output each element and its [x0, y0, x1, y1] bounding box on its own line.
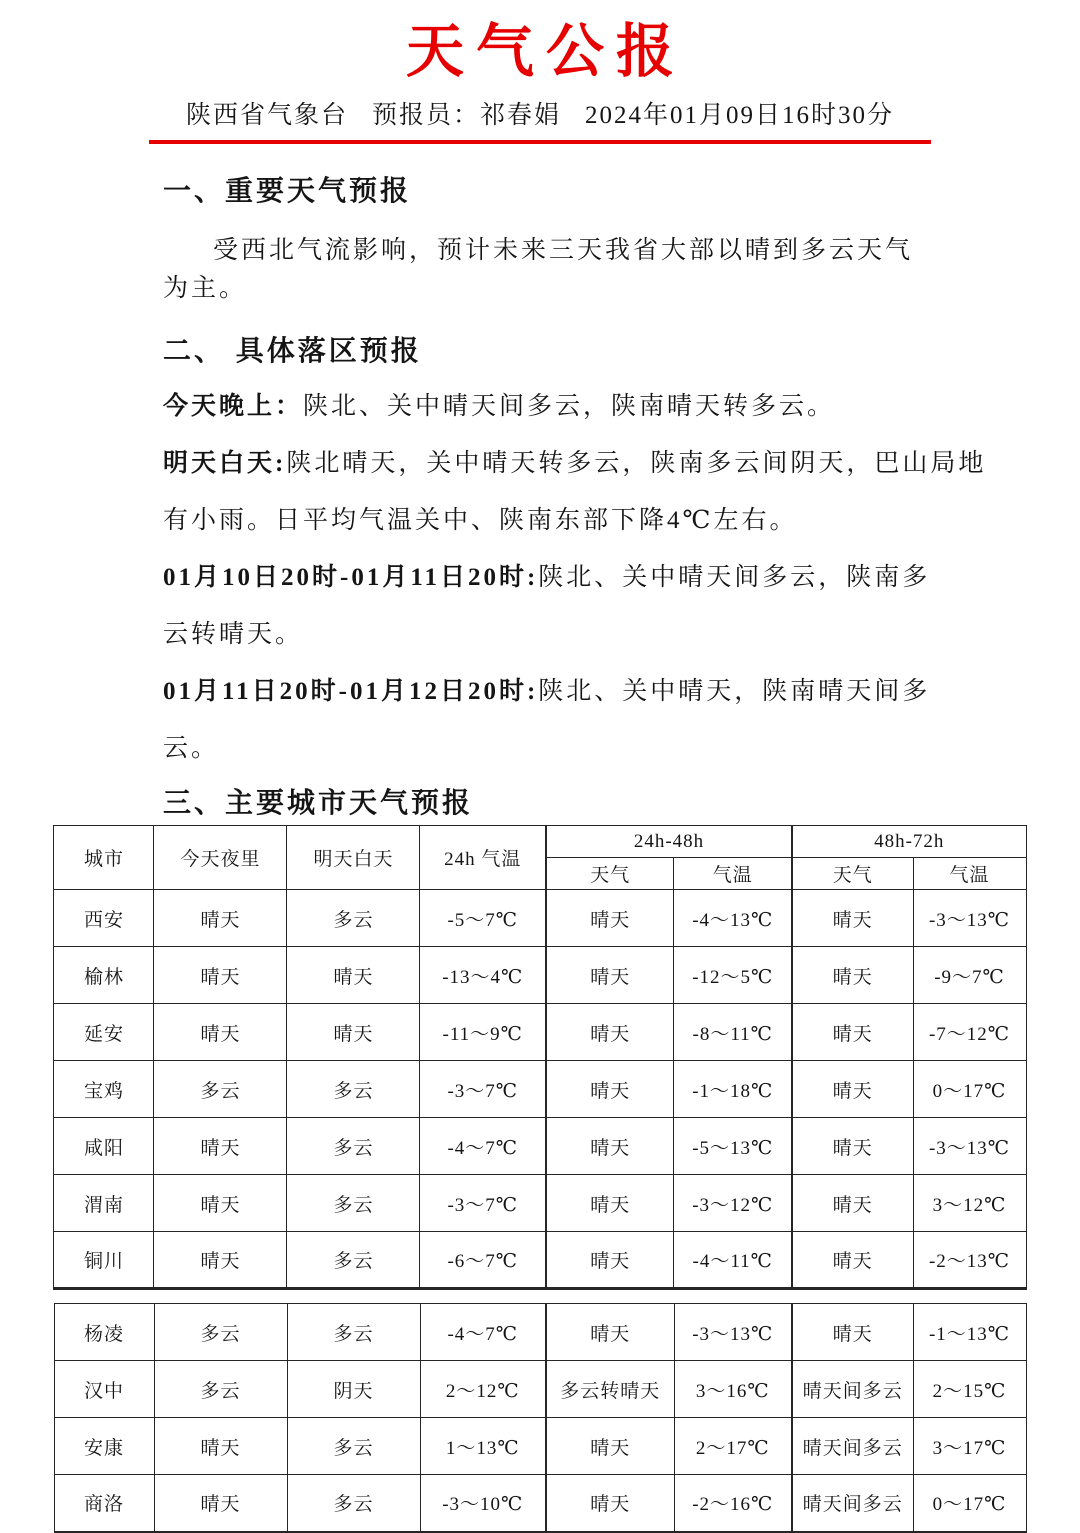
cell-tomorrow: 晴天 — [287, 1004, 420, 1061]
paragraph-text: 陕北、关中晴天间多云，陕南晴天转多云。 — [303, 393, 836, 420]
cell-tomorrow: 阴天 — [287, 1361, 420, 1418]
table-row — [54, 1232, 1026, 1289]
forecast-paragraph-tomorrow — [163, 435, 987, 549]
cell-w4872: 晴天 — [792, 1061, 913, 1118]
cell-w2448: 晴天 — [546, 1418, 674, 1475]
cell-w2448: 晴天 — [546, 1304, 674, 1361]
cell-t2448: -1～18℃ — [674, 1061, 792, 1118]
cell-tomorrow: 多云 — [287, 1475, 420, 1532]
col-header-tomorrow: 明天白天 — [287, 826, 420, 890]
cell-t4872: -9～7℃ — [913, 947, 1026, 1004]
table-row — [54, 1418, 1026, 1475]
cell-w4872: 晴天 — [792, 1004, 913, 1061]
cell-city: 商洛 — [54, 1475, 154, 1532]
cell-city: 汉中 — [54, 1361, 154, 1418]
cell-city: 安康 — [54, 1418, 154, 1475]
cell-temp24: 1～13℃ — [420, 1418, 546, 1475]
cell-temp24: -5～7℃ — [420, 890, 546, 947]
table-header-row-1 — [54, 826, 1026, 858]
cell-tomorrow: 多云 — [287, 1118, 420, 1175]
cell-temp24: -3～7℃ — [420, 1175, 546, 1232]
cell-t4872: -7～12℃ — [913, 1004, 1026, 1061]
cell-temp24: -4～7℃ — [420, 1118, 546, 1175]
cell-w4872: 晴天 — [792, 890, 913, 947]
forecast-paragraph-tonight — [163, 378, 940, 435]
col-header-24h-48h: 24h-48h — [546, 826, 792, 858]
cell-t4872: 0～17℃ — [913, 1061, 1026, 1118]
forecaster-name: 预报员：祁春娟 — [371, 102, 561, 129]
cell-t4872: 0～17℃ — [913, 1475, 1026, 1532]
section-2-body — [163, 378, 987, 777]
col-header-temp24: 24h 气温 — [420, 826, 546, 890]
city-forecast-table-part2 — [54, 1303, 1027, 1533]
cell-w2448: 晴天 — [546, 1475, 674, 1532]
col-header-temp-2448: 气温 — [674, 858, 792, 890]
cell-city: 宝鸡 — [54, 1061, 154, 1118]
page-title: 天气公报 — [405, 19, 686, 84]
cell-city: 延安 — [54, 1004, 154, 1061]
table-row — [54, 1304, 1026, 1361]
cell-city: 西安 — [54, 890, 154, 947]
section-1-heading: 一、重要天气预报 — [163, 175, 412, 206]
cell-tonight: 晴天 — [154, 1418, 287, 1475]
cell-t2448: -5～13℃ — [674, 1118, 792, 1175]
cell-t4872: -3～13℃ — [913, 890, 1026, 947]
cell-tonight: 晴天 — [154, 947, 287, 1004]
issuing-agency: 陕西省气象台 — [185, 102, 348, 129]
col-header-city: 城市 — [54, 826, 154, 890]
paragraph-text: 陕北、关中晴天，陕南晴天间多 — [538, 678, 931, 705]
cell-tomorrow: 多云 — [287, 1418, 420, 1475]
cell-w4872: 晴天间多云 — [792, 1361, 913, 1418]
table-row — [54, 947, 1026, 1004]
col-header-temp-4872: 气温 — [913, 858, 1026, 890]
cell-t2448: -3～13℃ — [674, 1304, 792, 1361]
forecast-paragraph-day2 — [163, 549, 940, 663]
cell-w4872: 晴天间多云 — [792, 1418, 913, 1475]
cell-tonight: 晴天 — [154, 1475, 287, 1532]
cell-tomorrow: 多云 — [287, 890, 420, 947]
cell-w4872: 晴天 — [792, 1304, 913, 1361]
cell-city: 杨凌 — [54, 1304, 154, 1361]
cell-t2448: 3～16℃ — [674, 1361, 792, 1418]
cell-city: 渭南 — [54, 1175, 154, 1232]
cell-w2448: 晴天 — [546, 1118, 674, 1175]
forecast-paragraph-day3 — [163, 663, 940, 777]
col-header-weather-2448: 天气 — [546, 858, 674, 890]
table-row — [54, 1175, 1026, 1232]
cell-tonight: 多云 — [154, 1061, 287, 1118]
cell-w4872: 晴天 — [792, 947, 913, 1004]
section-1-paragraph: 受西北气流影响，预计未来三天我省大部以晴到多云天气为主。 — [163, 237, 914, 302]
paragraph-text: 云转晴天。 — [163, 621, 304, 648]
cell-t2448: -2～16℃ — [674, 1475, 792, 1532]
paragraph-prefix: 01月10日20时-01月11日20时: — [163, 564, 539, 591]
issue-datetime: 2024年01月09日16时30分 — [585, 102, 895, 129]
cell-tonight: 晴天 — [154, 1004, 287, 1061]
cell-city: 铜川 — [54, 1232, 154, 1289]
cell-t4872: -1～13℃ — [913, 1304, 1026, 1361]
paragraph-text: 陕北晴天，关中晴天转多云，陕南多云间阴天，巴山局地 — [286, 450, 987, 477]
cell-w4872: 晴天 — [792, 1175, 913, 1232]
cell-t4872: 3～12℃ — [913, 1175, 1026, 1232]
cell-t4872: 2～15℃ — [913, 1361, 1026, 1418]
cell-t2448: -8～11℃ — [674, 1004, 792, 1061]
cell-tomorrow: 多云 — [287, 1061, 420, 1118]
paragraph-text: 有小雨。日平均气温关中、陕南东部下降4℃左右。 — [163, 507, 798, 534]
cell-t2448: -4～13℃ — [674, 890, 792, 947]
cell-temp24: -3～10℃ — [420, 1475, 546, 1532]
cell-tonight: 多云 — [154, 1361, 287, 1418]
table-row — [54, 890, 1026, 947]
cell-tonight: 多云 — [154, 1304, 287, 1361]
cell-t2448: -4～11℃ — [674, 1232, 792, 1289]
cell-tonight: 晴天 — [154, 1118, 287, 1175]
cell-temp24: -3～7℃ — [420, 1061, 546, 1118]
city-forecast-table-part1 — [53, 825, 1026, 1290]
cell-t2448: -3～12℃ — [674, 1175, 792, 1232]
cell-tomorrow: 多云 — [287, 1304, 420, 1361]
table-row — [54, 1118, 1026, 1175]
cell-w2448: 晴天 — [546, 1175, 674, 1232]
cell-tonight: 晴天 — [154, 1232, 287, 1289]
cell-tomorrow: 晴天 — [287, 947, 420, 1004]
paragraph-prefix: 01月11日20时-01月12日20时: — [163, 678, 539, 705]
cell-w2448: 晴天 — [546, 1232, 674, 1289]
cell-temp24: -4～7℃ — [420, 1304, 546, 1361]
cell-t2448: 2～17℃ — [674, 1418, 792, 1475]
section-2-heading: 二、 具体落区预报 — [163, 335, 422, 366]
cell-t2448: -12～5℃ — [674, 947, 792, 1004]
paragraph-text: 陕北、关中晴天间多云，陕南多 — [538, 564, 931, 591]
col-header-tonight: 今天夜里 — [154, 826, 287, 890]
cell-t4872: -3～13℃ — [913, 1118, 1026, 1175]
cell-tonight: 晴天 — [154, 890, 287, 947]
cell-w2448: 晴天 — [546, 947, 674, 1004]
cell-w2448: 晴天 — [546, 1004, 674, 1061]
subtitle-underline — [149, 98, 931, 144]
cell-tomorrow: 多云 — [287, 1232, 420, 1289]
cell-city: 咸阳 — [54, 1118, 154, 1175]
cell-w4872: 晴天 — [792, 1118, 913, 1175]
paragraph-text: 云。 — [163, 735, 220, 762]
table-row — [54, 1061, 1026, 1118]
cell-w2448: 多云转晴天 — [546, 1361, 674, 1418]
cell-w4872: 晴天 — [792, 1232, 913, 1289]
cell-city: 榆林 — [54, 947, 154, 1004]
table-row — [54, 1475, 1026, 1532]
table-row — [54, 1004, 1026, 1061]
col-header-weather-4872: 天气 — [792, 858, 913, 890]
cell-tomorrow: 多云 — [287, 1175, 420, 1232]
cell-w2448: 晴天 — [546, 1061, 674, 1118]
section-3-heading: 三、主要城市天气预报 — [163, 787, 474, 818]
cell-temp24: 2～12℃ — [420, 1361, 546, 1418]
cell-w2448: 晴天 — [546, 890, 674, 947]
cell-t4872: -2～13℃ — [913, 1232, 1026, 1289]
col-header-48h-72h: 48h-72h — [792, 826, 1026, 858]
cell-t4872: 3～17℃ — [913, 1418, 1026, 1475]
cell-temp24: -13～4℃ — [420, 947, 546, 1004]
cell-temp24: -11～9℃ — [420, 1004, 546, 1061]
cell-temp24: -6～7℃ — [420, 1232, 546, 1289]
cell-tonight: 晴天 — [154, 1175, 287, 1232]
paragraph-prefix: 明天白天: — [163, 450, 287, 477]
paragraph-prefix: 今天晚上： — [163, 393, 304, 420]
cell-w4872: 晴天间多云 — [792, 1475, 913, 1532]
table-row — [54, 1361, 1026, 1418]
